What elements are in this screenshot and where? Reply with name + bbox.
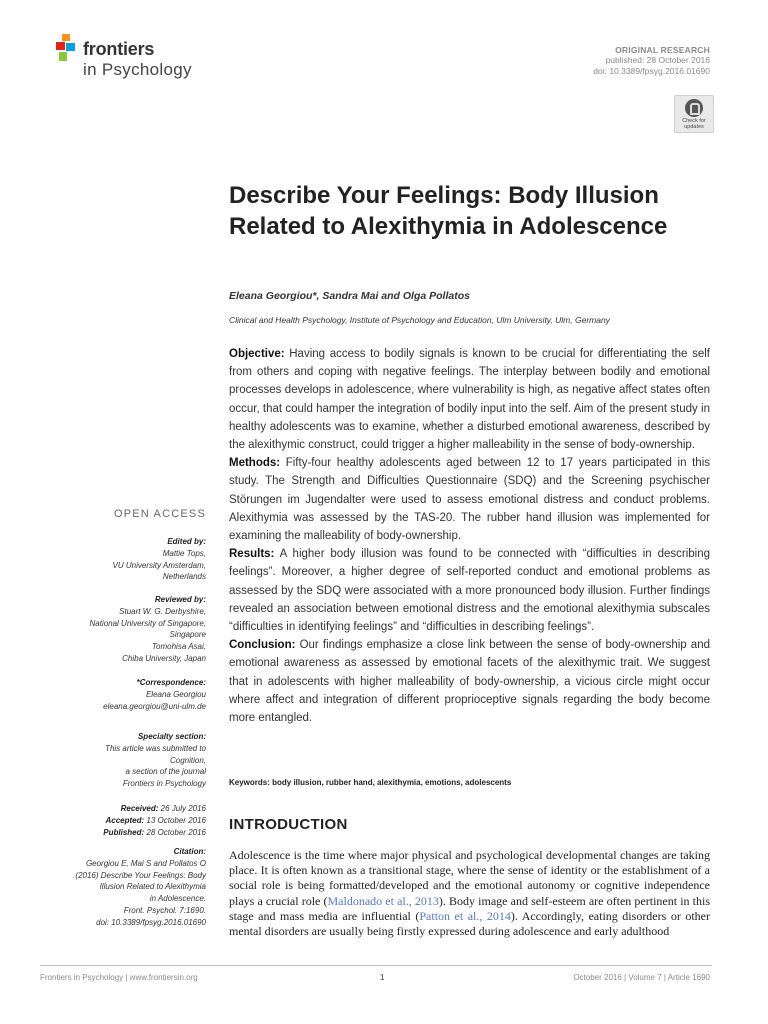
reviewer-line: Tomohisa Asai,	[151, 642, 206, 652]
citation-line: doi: 10.3389/fpsyg.2016.01690	[96, 917, 206, 927]
published-date: published: 28 October 2016	[605, 55, 710, 65]
logo-line2: in Psychology	[83, 60, 192, 79]
correspondence-email[interactable]: eleana.georgiou@uni-ulm.de	[103, 701, 206, 711]
specialty-line: Cognition,	[169, 755, 206, 765]
edited-by	[40, 536, 206, 583]
reviewer-line: National University of Singapore,	[89, 618, 206, 628]
badge-line2: updates	[684, 124, 704, 130]
intro-text-3: ). Accordingly, eating disorders or other mental disorders are usually being firstly expressed during adolescence and early adulthood	[229, 908, 710, 939]
frontiers-logo-icon	[56, 34, 78, 62]
article-header	[593, 45, 710, 77]
keywords-label: Keywords:	[229, 778, 270, 787]
footer-divider	[40, 965, 712, 966]
article-title: Describe Your Feelings: Body Illusion Related to Alexithymia in Adolescence	[229, 182, 668, 240]
specialty-section	[40, 731, 206, 790]
footer-journal[interactable]: Frontiers in Psychology | www.frontiersin.org	[40, 973, 198, 982]
methods-text: Fifty-four healthy adolescents aged between 12 to 17 years participated in this study. The Strength and Difficulties Questionnaire (SDQ) and the Screening psychischer Störungen im Jugendalter were used to assess emotional distress and conduct problems. Alexithymia was assessed by the TAS-20. The rubber hand illusion was implemented for examining the malleability of body-ownership.	[229, 457, 710, 543]
bookmark-icon	[685, 99, 703, 117]
article-type: ORIGINAL RESEARCH	[615, 45, 710, 55]
methods-label: Methods:	[229, 457, 281, 470]
keywords-text: body illusion, rubber hand, alexithymia, emotions, adolescents	[269, 778, 512, 787]
received-date: 26 July 2016	[158, 804, 206, 813]
specialty-line: Frontiers in Psychology	[122, 779, 206, 789]
check-for-updates-badge[interactable]	[674, 95, 714, 133]
reviewer-line: Chiba University, Japan	[122, 653, 206, 663]
specialty-line: This article was submitted to	[105, 743, 206, 753]
citation-link[interactable]: Patton et al., 2014	[419, 908, 511, 923]
results-label: Results:	[229, 548, 275, 561]
abstract-results	[229, 545, 710, 636]
conclusion-text: Our findings emphasize a close link between the sense of body-ownership and emotional awareness as assessed by emotional facets of the alexithymic trait. We suggest that in adolescents with higher malleability of body-ownership, a vicious circle might occur where affect and integration of different proprioceptive signals regarding the body become more entangled.	[229, 639, 710, 725]
badge-line1: Check for	[682, 118, 706, 124]
published-date-sidebar: 28 October 2016	[144, 827, 206, 837]
editor-line: Mattie Tops,	[162, 548, 206, 558]
page-number: 1	[380, 973, 385, 982]
abstract-conclusion	[229, 636, 710, 727]
specialty-label: Specialty section:	[137, 732, 206, 741]
article-dates	[40, 803, 206, 838]
reviewer-line: Stuart W. G. Derbyshire,	[119, 606, 206, 616]
author-list: Eleana Georgiou*, Sandra Mai and Olga Pollatos	[229, 290, 470, 302]
citation-line: in Adolescence.	[149, 894, 206, 904]
specialty-line: a section of the journal	[125, 767, 206, 777]
editor-line: VU University Amsterdam,	[112, 560, 206, 570]
correspondence	[40, 677, 206, 712]
affiliation: Clinical and Health Psychology, Institute of Psychology and Education, Ulm University, Ulm, Germany	[229, 315, 610, 325]
objective-text: Having access to bodily signals is known to be crucial for differentiating the self from others and coping with negative feelings. The interplay between bodily and emotional processes develops in adolescence, where vulnerability is high, as negative affect states often occur, that could hamper the integration of bodily input into the self. Aim of the present study in healthy adolescents was to examine, whether a disturbed emotional awareness, described by the alexithymic construct, could trigger a higher malleability in the sense of body-ownership.	[229, 348, 710, 452]
keywords	[229, 778, 511, 787]
abstract-methods	[229, 454, 710, 545]
citation-link[interactable]: Maldonado et al., 2013	[327, 893, 439, 908]
intro-text-2: ). Body image and self-esteem are often pertinent in this stage and mass media are influential (	[229, 893, 711, 923]
doi: doi: 10.3389/fpsyg.2016.01690	[593, 66, 710, 76]
abstract-objective	[229, 345, 710, 454]
received-label: Received:	[120, 804, 159, 813]
accepted-date: 13 October 2016	[144, 815, 206, 825]
reviewed-by	[40, 594, 206, 665]
citation-label: Citation:	[173, 847, 206, 856]
section-heading: INTRODUCTION	[229, 816, 348, 833]
journal-logo	[56, 34, 206, 82]
objective-label: Objective:	[229, 348, 285, 360]
accepted-label: Accepted:	[105, 815, 145, 825]
reviewed-by-label: Reviewed by:	[154, 595, 206, 604]
edited-by-label: Edited by:	[167, 537, 206, 546]
published-label: Published:	[103, 827, 145, 837]
citation-block	[40, 846, 206, 929]
footer-volume: October 2016 | Volume 7 | Article 1690	[573, 973, 710, 982]
citation-line: (2016) Describe Your Feelings: Body	[75, 870, 206, 880]
correspondence-label: *Correspondence:	[136, 678, 206, 687]
logo-line1: frontiers	[83, 39, 155, 59]
citation-line: Illusion Related to Alexithymia	[99, 882, 206, 892]
citation-line: Front. Psychol. 7:1690.	[123, 905, 206, 915]
citation-line: Georgiou E, Mai S and Pollatos O	[85, 858, 206, 868]
correspondence-name: Eleana Georgiou	[145, 689, 206, 699]
introduction-paragraph	[229, 848, 710, 939]
open-access-label: OPEN ACCESS	[113, 508, 206, 520]
conclusion-label: Conclusion:	[229, 639, 296, 652]
abstract	[229, 345, 710, 727]
editor-line: Netherlands	[162, 572, 206, 582]
results-text: A higher body illusion was found to be connected with “difficulties in describing feelings”. Moreover, a higher degree of self-reported conduct and emotional problems as assessed by the SDQ were associated with a more pronounced body illusion. Further findings revealed an association between emotional distress and the emotional alexithymia subscales “difficulties in identifying feelings” and “difficulties in describing feelings”.	[229, 548, 710, 634]
intro-text-1: Adolescence is the time where major physical and psychological developmental changes are taking place. It is often known as a transitional stage, where the sense of identity or the establishment of a social role is being formatted/developed and the emotional autonomy or cognitive independence plays a crucial role (	[229, 848, 710, 908]
reviewer-line: Singapore	[169, 630, 206, 640]
